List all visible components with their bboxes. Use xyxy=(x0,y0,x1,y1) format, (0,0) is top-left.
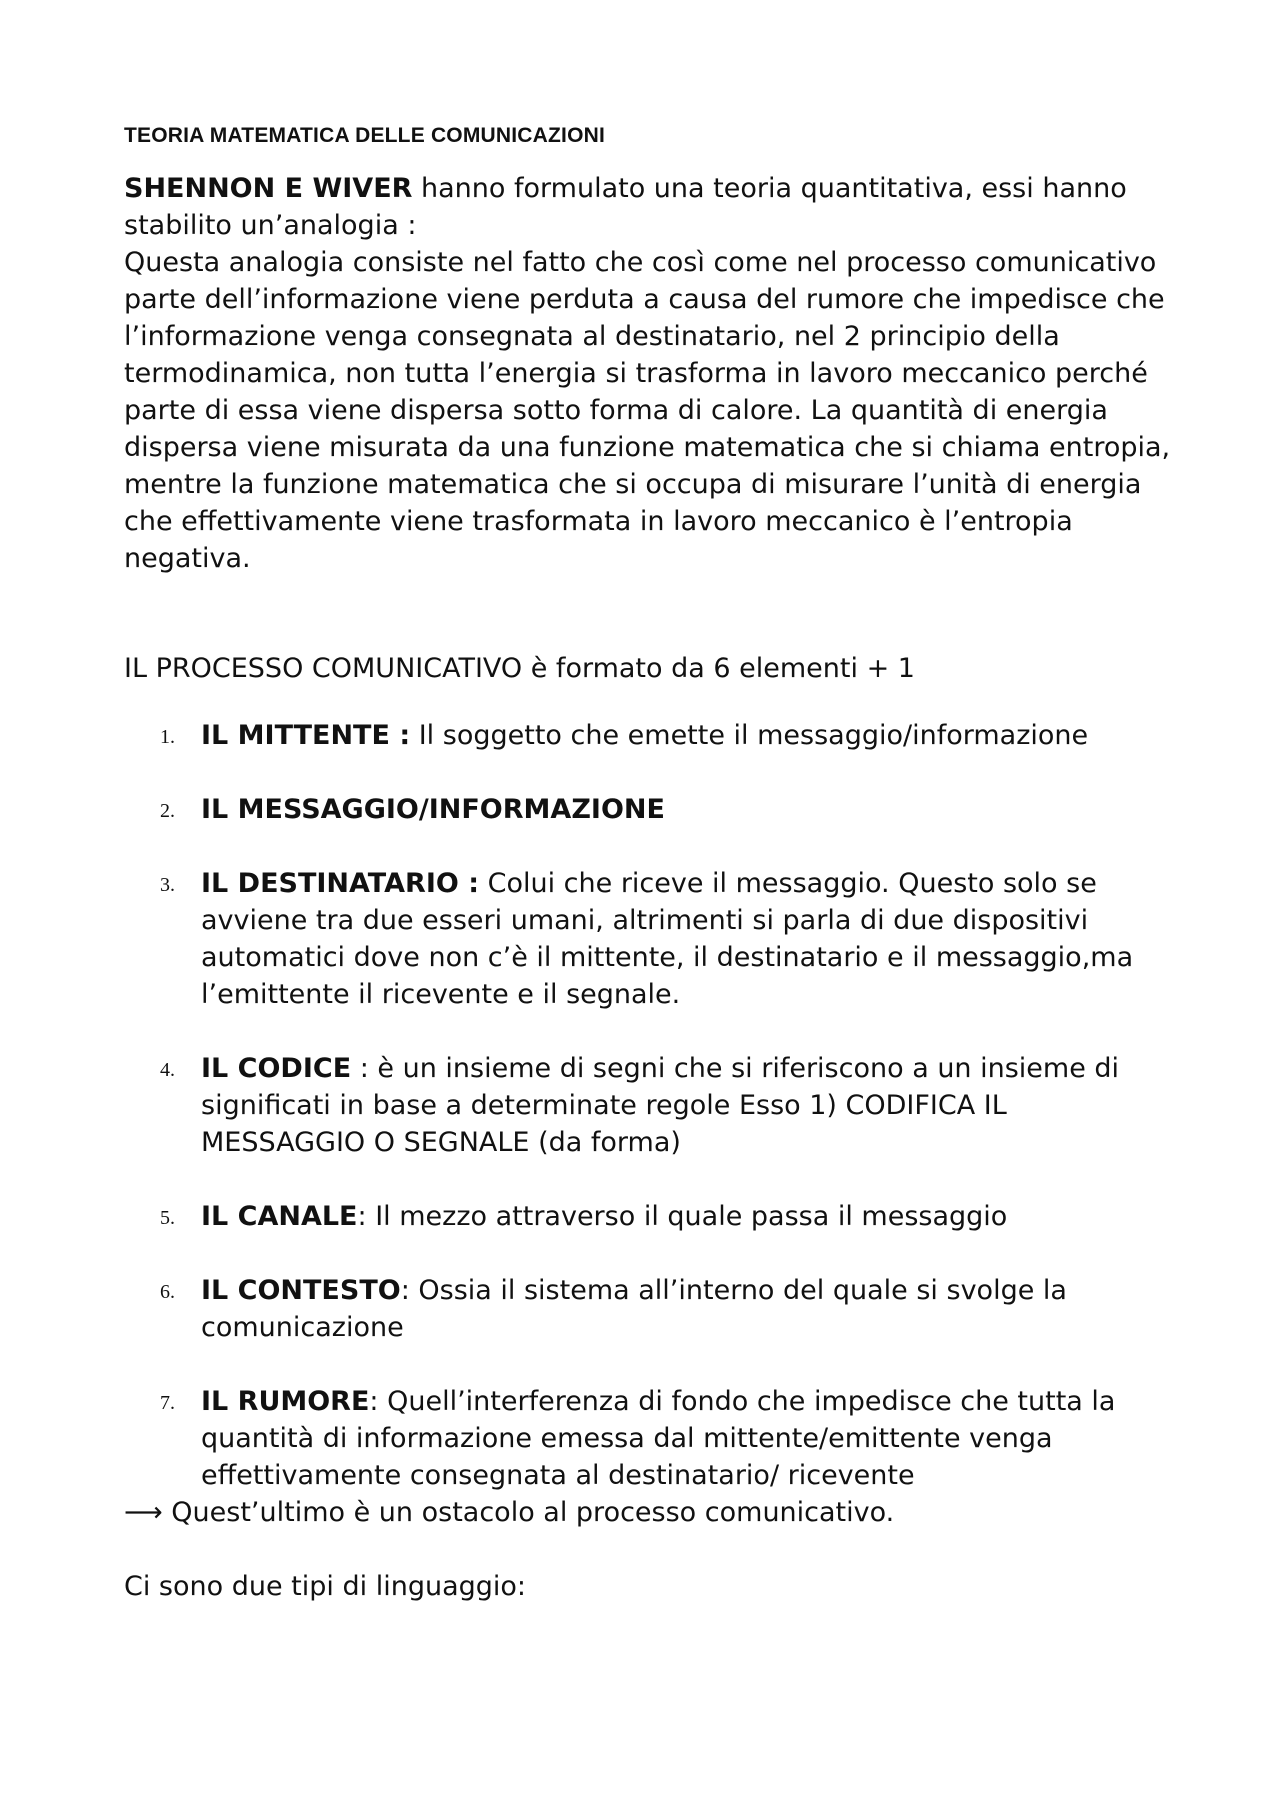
list-item-number: 1. xyxy=(160,726,175,748)
list-item-number: 6. xyxy=(160,1281,175,1303)
list-item xyxy=(124,791,1174,828)
list-item-term: IL CODICE xyxy=(201,1053,352,1084)
list-item-number: 7. xyxy=(160,1392,175,1414)
list-item-number: 4. xyxy=(160,1059,175,1081)
list-item-desc: : Ossia il sistema all’interno del quale si svolge la comunicazione xyxy=(201,1275,1067,1343)
list-item-term: IL CANALE xyxy=(201,1201,358,1232)
document-title: TEORIA MATEMATICA DELLE COMUNICAZIONI xyxy=(124,124,606,147)
list-item-term: IL MESSAGGIO/INFORMAZIONE xyxy=(201,794,665,825)
intro-authors: SHENNON E WIVER xyxy=(124,173,413,204)
list-item-number: 3. xyxy=(160,874,175,896)
elements-list xyxy=(124,717,1174,1494)
list-item xyxy=(124,1383,1174,1494)
list-item xyxy=(124,1272,1174,1346)
list-item-term: IL RUMORE xyxy=(201,1386,370,1417)
document-page xyxy=(124,124,1174,1605)
list-item-number: 2. xyxy=(160,800,175,822)
list-item-desc: : Quell’interferenza di fondo che impedisce che tutta la quantità di informazione emessa dal mittente/emittente venga effettivamente consegnata al destinatario/ ricevente xyxy=(201,1386,1116,1491)
list-item-term: IL MITTENTE : xyxy=(201,720,411,751)
list-item xyxy=(124,1050,1174,1161)
list-item-desc: Colui che riceve il messaggio. Questo solo se avviene tra due esseri umani, altrimenti si parla di due dispositivi automatici dove non c’è il mittente, il destinatario e il messaggio,ma l’emittente il ricevente e il segnale. xyxy=(201,868,1134,1010)
list-item xyxy=(124,717,1174,754)
list-item xyxy=(124,865,1174,1013)
arrow-note: ⟶ Quest’ultimo è un ostacolo al processo comunicativo. xyxy=(124,1497,895,1528)
list-item-number: 5. xyxy=(160,1207,175,1229)
intro-paragraph xyxy=(124,170,1174,577)
process-heading: IL PROCESSO COMUNICATIVO è formato da 6 elementi + 1 xyxy=(124,653,915,684)
list-item-term: IL CONTESTO xyxy=(201,1275,401,1306)
list-item-desc: : Il mezzo attraverso il quale passa il messaggio xyxy=(357,1201,1008,1232)
list-item xyxy=(124,1198,1174,1235)
list-item-desc: Il soggetto che emette il messaggio/informazione xyxy=(410,720,1089,751)
list-item-desc: : è un insieme di segni che si riferiscono a un insieme di significati in base a determinate regole Esso 1) CODIFICA IL MESSAGGIO O SEGNALE (da forma) xyxy=(201,1053,1120,1158)
intro-text: hanno formulato una teoria quantitativa, essi hanno stabilito un’analogia : xyxy=(124,173,1127,241)
intro-body: Questa analogia consiste nel fatto che così come nel processo comunicativo parte dell’informazione viene perduta a causa del rumore che impedisce che l’informazione venga consegnata al destinatario, nel 2 principio della termodinamica, non tutta l’energia si trasforma in lavoro meccanico perché parte di essa viene dispersa sotto forma di calore. La quantità di energia dispersa viene misurata da una funzione matematica che si chiama entropia, mentre la funzione matematica che si occupa di misurare l’unità di energia che effettivamente viene trasformata in lavoro meccanico è l’entropia negativa. xyxy=(124,247,1171,574)
list-item-term: IL DESTINATARIO : xyxy=(201,868,480,899)
closing-line: Ci sono due tipi di linguaggio: xyxy=(124,1571,527,1602)
